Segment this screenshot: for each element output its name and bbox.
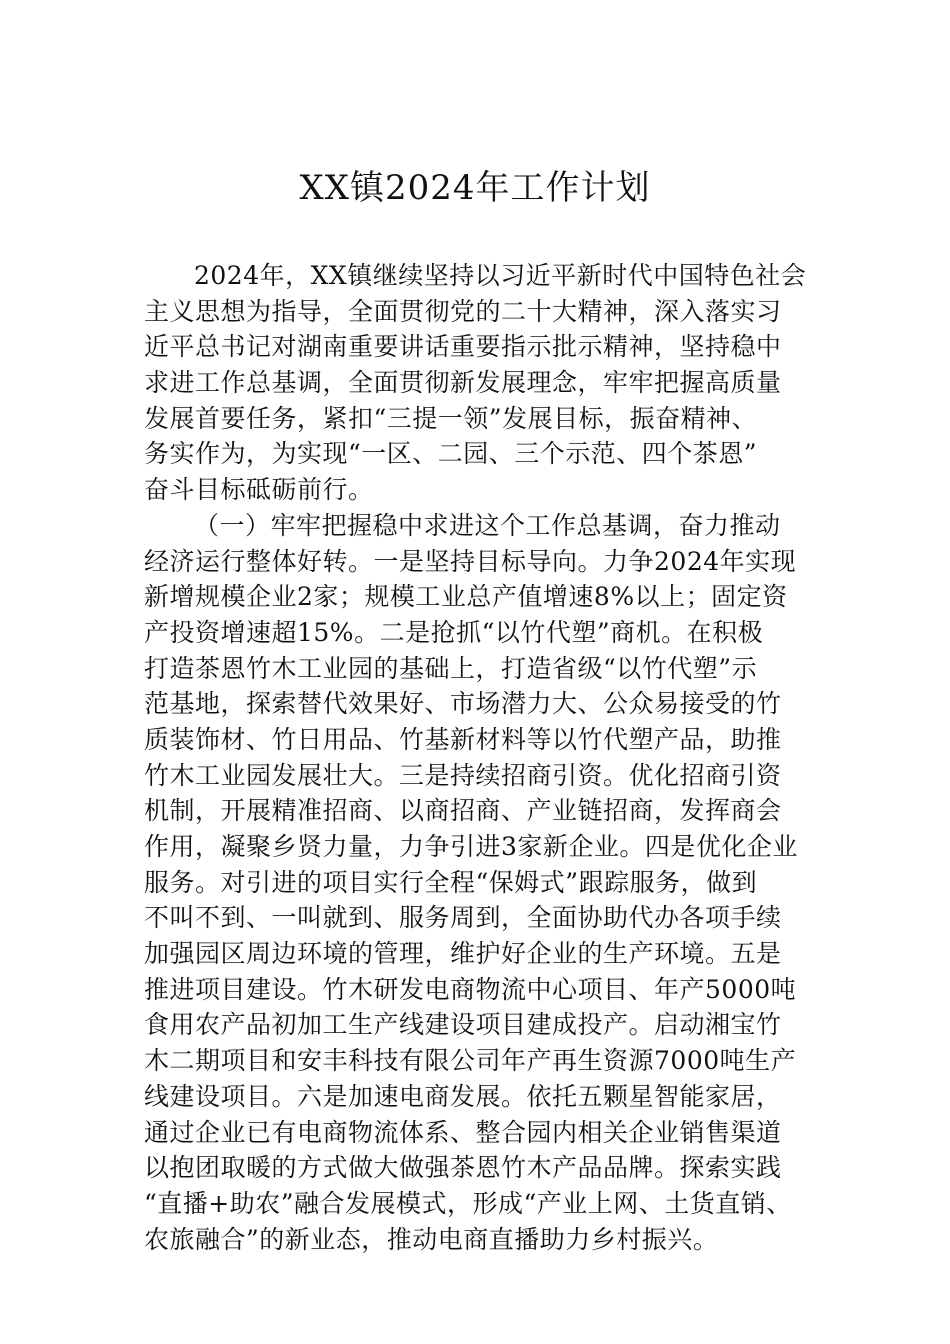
paragraph-2-line: 木二期项目和安丰科技有限公司年产再生资源7000吨生产 — [144, 1046, 797, 1076]
paragraph-2-line: 新增规模企业2家；规模工业总产值增速8%以上；固定资 — [144, 582, 788, 612]
paragraph-1-line: 奋斗目标砥砺前行。 — [144, 475, 374, 505]
paragraph-2-line: 机制，开展精准招商、以商招商、产业链招商，发挥商会 — [144, 796, 782, 826]
paragraph-1-line: 务实作为，为实现“一区、二园、三个示范、四个茶恩” — [144, 439, 758, 469]
paragraph-2-line: （一）牢牢把握稳中求进这个工作总基调，奋力推动 — [194, 510, 781, 540]
paragraph-2-line: 加强园区周边环境的管理，维护好企业的生产环境。五是 — [144, 939, 782, 969]
paragraph-2-line: 质装饰材、竹日用品、竹基新材料等以竹代塑产品，助推 — [144, 724, 782, 754]
paragraph-2-line: 经济运行整体好转。一是坚持目标导向。力争2024年实现 — [144, 546, 797, 576]
paragraph-2-line: 推进项目建设。竹木研发电商物流中心项目、年产5000吨 — [144, 974, 797, 1004]
document-body — [144, 258, 808, 1257]
paragraph-2-line: 线建设项目。六是加速电商发展。依托五颗星智能家居， — [144, 1081, 782, 1111]
paragraph-1-line: 主义思想为指导，全面贯彻党的二十大精神，深入落实习 — [144, 296, 782, 326]
paragraph-1-line: 求进工作总基调，全面贯彻新发展理念，牢牢把握高质量 — [144, 368, 782, 398]
paragraph-2-line: 以抱团取暖的方式做大做强茶恩竹木产品品牌。探索实践 — [144, 1153, 782, 1183]
paragraph-2-line: 产投资增速超15%。二是抢抓“以竹代塑”商机。在积极 — [144, 617, 764, 647]
paragraph-2-line: 农旅融合”的新业态，推动电商直播助力乡村振兴。 — [144, 1224, 719, 1254]
paragraph-2-line: 打造茶恩竹木工业园的基础上，打造省级“以竹代塑”示 — [144, 653, 758, 683]
paragraph-2-line: 食用农产品初加工生产线建设项目建成投产。启动湘宝竹 — [144, 1010, 782, 1040]
paragraph-2-line: 通过企业已有电商物流体系、整合园内相关企业销售渠道 — [144, 1117, 782, 1147]
paragraph-1-line: 近平总书记对湖南重要讲话重要指示批示精神，坚持稳中 — [144, 332, 782, 362]
paragraph-2-line: “直播+助农”融合发展模式，形成“产业上网、土货直销、 — [144, 1188, 792, 1218]
document-title: XX镇2024年工作计划 — [299, 168, 651, 208]
paragraph-2-line: 范基地，探索替代效果好、市场潜力大、公众易接受的竹 — [144, 689, 782, 719]
paragraph-1-line: 发展首要任务，紧扣“三提一领”发展目标，振奋精神、 — [144, 403, 758, 433]
paragraph-2-line: 作用，凝聚乡贤力量，力争引进3家新企业。四是优化企业 — [144, 832, 798, 861]
paragraph-2-line: 服务。对引进的项目实行全程“保姆式”跟踪服务，做到 — [144, 867, 758, 897]
paragraph-2-line: 竹木工业园发展壮大。三是持续招商引资。优化招商引资 — [144, 760, 782, 790]
paragraph-2-line: 不叫不到、一叫就到、服务周到，全面协助代办各项手续 — [144, 903, 782, 933]
paragraph-1-line: 2024年，XX镇继续坚持以习近平新时代中国特色社会 — [194, 261, 807, 290]
